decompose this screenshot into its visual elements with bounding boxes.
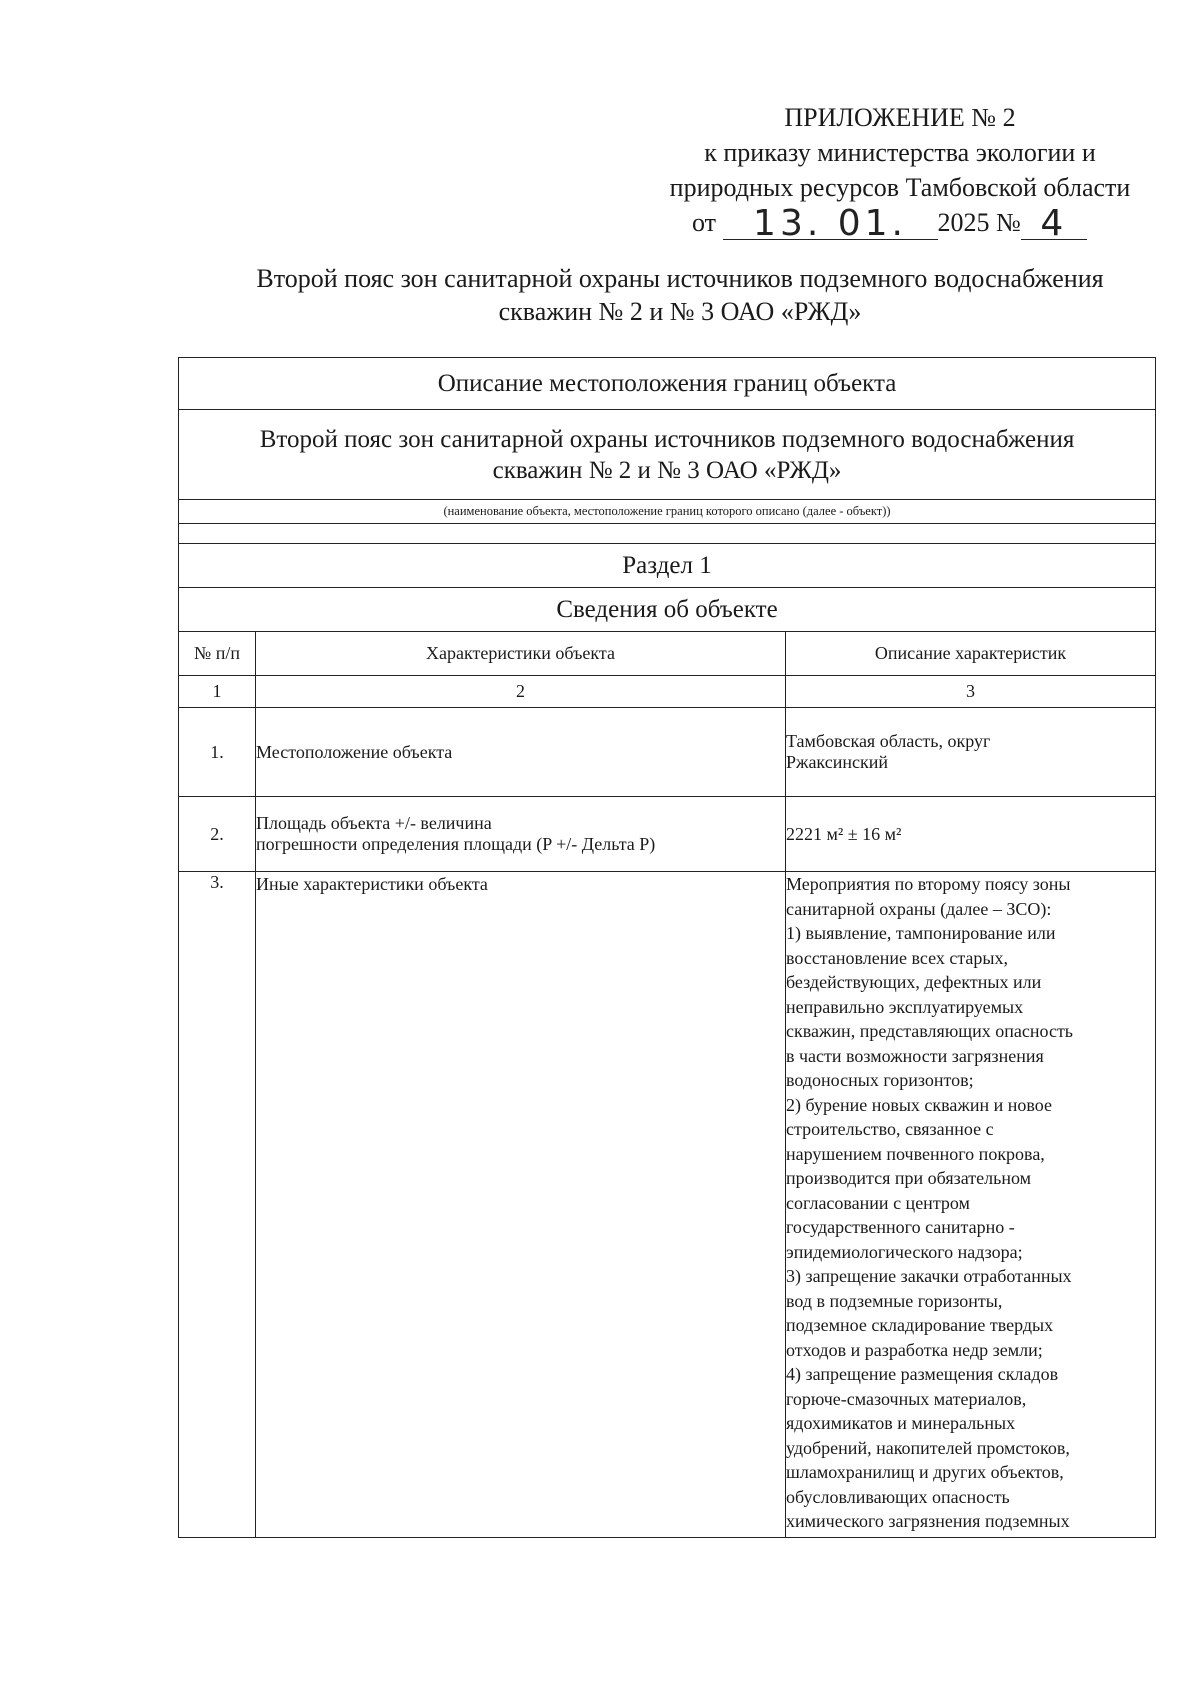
table-row (179, 872, 1156, 1538)
description-line: Мероприятия по второму поясу зоны (786, 874, 1071, 894)
description-line: отходов и разработка недр земли; (786, 1339, 1043, 1360)
row-description (786, 872, 1156, 1538)
handwritten-date: 13. 01. (753, 203, 907, 244)
description-line: горюче-смазочных материалов, (786, 1388, 1027, 1409)
date-prefix: от (692, 208, 717, 237)
row-characteristic-line: погрешности определения площади (P +/- Дельта P) (256, 834, 656, 854)
description-line: нарушением почвенного покрова, (786, 1143, 1045, 1164)
description-line: 4) запрещение размещения складов (786, 1364, 1059, 1384)
description-line: 3) запрещение закачки отработанных (786, 1266, 1072, 1286)
row-description-line: Ржаксинский (786, 752, 888, 772)
document-title (190, 262, 1170, 328)
description-line: водоносных горизонтов; (786, 1070, 974, 1090)
column-index-1: 1 (179, 676, 256, 708)
row-characteristic (256, 797, 786, 872)
info-header: Сведения об объекте (179, 588, 1156, 632)
row-characteristic-line: Площадь объекта +/- величина (256, 813, 492, 833)
description-line: восстановление всех старых, (786, 947, 1009, 968)
row-number: 3. (179, 872, 256, 1538)
row-characteristic: Иные характеристики объекта (256, 872, 786, 1538)
description-line: государственного санитарно - (786, 1217, 1015, 1237)
description-line: подземное складирование твердых (786, 1315, 1054, 1335)
description-line: эпидемиологического надзора; (786, 1241, 1023, 1262)
column-index-2: 2 (256, 676, 786, 708)
description-line: санитарной охраны (далее – ЗСО): (786, 898, 1052, 919)
description-line: согласовании с центром (786, 1192, 970, 1213)
column-index-3: 3 (786, 676, 1156, 708)
annex-date-line (620, 203, 1180, 244)
column-header-characteristic: Характеристики объекта (256, 632, 786, 676)
description-line: обусловливающих опасность (786, 1486, 1010, 1507)
description-line: скважин, представляющих опасность (786, 1021, 1074, 1041)
description-line: химического загрязнения подземных (786, 1511, 1070, 1531)
date-blank (723, 203, 938, 244)
row-description-line: Тамбовская область, округ (786, 731, 991, 751)
row-description: 2221 м² ± 16 м² (786, 797, 1156, 872)
description-line: в части возможности загрязнения (786, 1045, 1044, 1066)
row-number: 1. (179, 708, 256, 797)
description-line: бездействующих, дефектных или (786, 972, 1042, 992)
row-number: 2. (179, 797, 256, 872)
description-line: вод в подземные горизонты, (786, 1290, 1003, 1311)
row-description (786, 708, 1156, 797)
object-name-line1: Второй пояс зон санитарной охраны источников подземного водоснабжения (259, 425, 1075, 453)
object-name-note: (наименование объекта, местоположение границ которого описано (далее - объект)) (179, 500, 1156, 524)
table-row (179, 797, 1156, 872)
description-line: неправильно эксплуатируемых (786, 996, 1024, 1017)
annex-title: ПРИЛОЖЕНИЕ № 2 (784, 103, 1016, 132)
object-boundary-table (178, 357, 1156, 1538)
annex-block (620, 100, 1180, 244)
description-line: производится при обязательном (786, 1168, 1031, 1188)
spacer-row (179, 524, 1156, 544)
document-title-line1: Второй пояс зон санитарной охраны источников подземного водоснабжения (256, 264, 1104, 293)
annex-ministry-line: природных ресурсов Тамбовской области (669, 173, 1131, 202)
table-row (179, 708, 1156, 797)
number-blank (1021, 203, 1087, 244)
annex-order-line: к приказу министерства экологии и (704, 138, 1096, 167)
description-line: 2) бурение новых скважин и новое (786, 1094, 1052, 1115)
handwritten-number: 4 (1040, 203, 1068, 244)
row-characteristic: Местоположение объекта (256, 708, 786, 797)
section-title: Раздел 1 (179, 544, 1156, 588)
description-line: строительство, связанное с (786, 1119, 994, 1139)
object-name-cell (179, 410, 1156, 500)
description-line: 1) выявление, тампонирование или (786, 923, 1056, 943)
column-header-description: Описание характеристик (786, 632, 1156, 676)
object-name-line2: скважин № 2 и № 3 ОАО «РЖД» (492, 456, 842, 484)
document-title-line2: скважин № 2 и № 3 ОАО «РЖД» (498, 297, 862, 326)
description-header: Описание местоположения границ объекта (179, 358, 1156, 410)
description-line: шламохранилищ и других объектов, (786, 1462, 1064, 1482)
column-header-number: № п/п (179, 632, 256, 676)
date-year: 2025 № (937, 208, 1021, 237)
description-line: ядохимикатов и минеральных (786, 1413, 1016, 1433)
description-line: удобрений, накопителей промстоков, (786, 1437, 1070, 1458)
